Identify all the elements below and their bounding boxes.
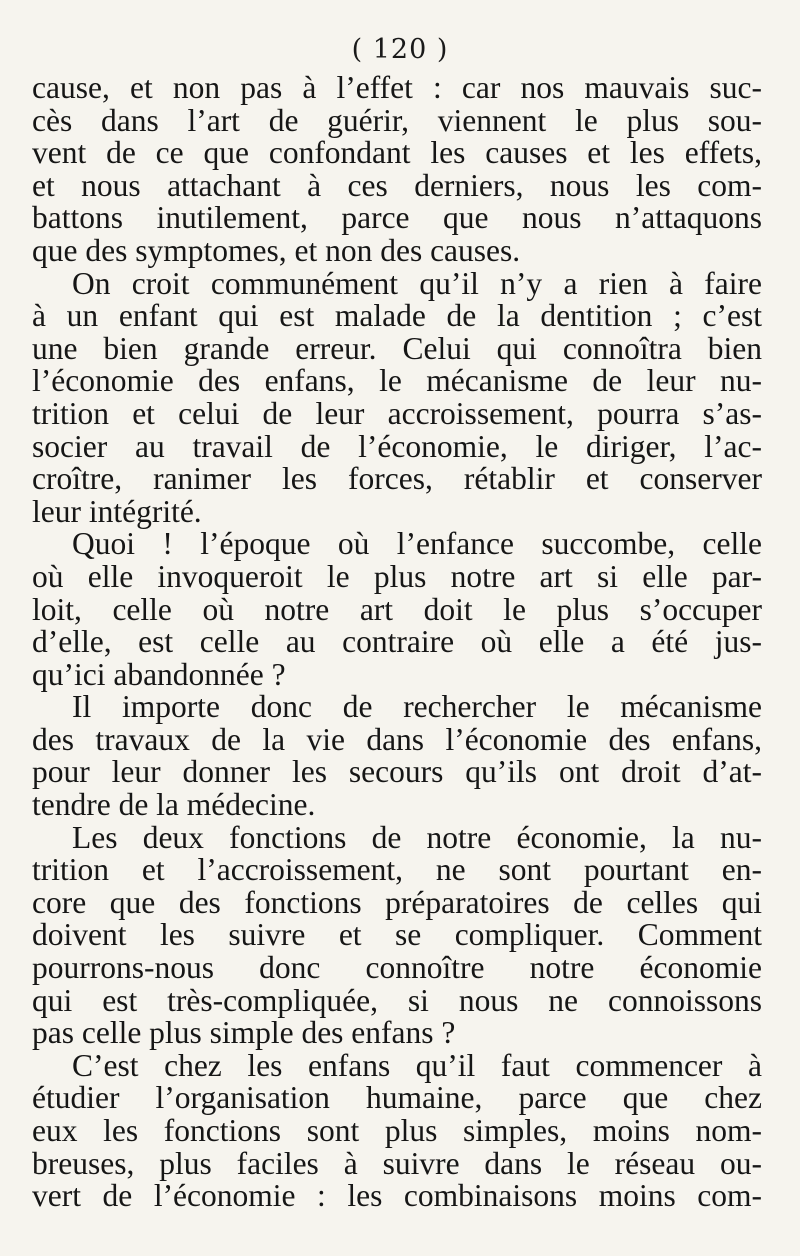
text-line: Quoi ! l’époque où l’enfance succombe, celle	[72, 526, 762, 562]
text-line: eux les fonctions sont plus simples, moins nom-	[32, 1113, 762, 1148]
text-line: à un enfant qui est malade de la dentition ; c’est	[32, 298, 762, 334]
text-line: On croit communément qu’il n’y a rien à faire	[72, 265, 762, 301]
body-text	[32, 72, 762, 1213]
text-line: battons inutilement, parce que nous n’attaquons	[32, 200, 762, 236]
text-line: étudier l’organisation humaine, parce que chez	[32, 1080, 762, 1116]
text-line: trition et l’accroissement, ne sont pourtant en-	[32, 852, 762, 888]
text-line: d’elle, est celle au contraire où elle a été jus-	[32, 624, 762, 660]
text-line: tendre de la médecine.	[32, 787, 316, 823]
text-line: où elle invoqueroit le plus notre art si elle par-	[32, 558, 762, 594]
text-line: pourrons-nous donc connoître notre économie	[32, 950, 762, 986]
text-line: breuses, plus faciles à suivre dans le réseau ou-	[32, 1145, 762, 1181]
text-line: l’économie des enfans, le mécanisme de leur nu-	[32, 363, 762, 399]
text-line: qu’ici abandonnée ?	[32, 656, 286, 692]
text-line: cause, et non pas à l’effet : car nos mauvais suc-	[32, 70, 762, 105]
text-line: cès dans l’art de guérir, viennent le plus sou-	[32, 102, 762, 138]
text-line: une bien grande erreur. Celui qui connoîtra bien	[32, 330, 762, 366]
text-line: Il importe donc de rechercher le mécanisme	[72, 689, 762, 725]
text-line: socier au travail de l’économie, le diriger, l’ac-	[32, 428, 762, 464]
text-line: loit, celle où notre art doit le plus s’occuper	[32, 591, 762, 627]
text-line: C’est chez les enfans qu’il faut commencer à	[72, 1047, 762, 1083]
text-line: pour leur donner les secours qu’ils ont droit d’at-	[32, 754, 762, 790]
text-line: vent de ce que confondant les causes et les effets,	[32, 135, 762, 171]
text-line: et nous attachant à ces derniers, nous les com-	[32, 167, 762, 203]
text-line: Les deux fonctions de notre économie, la nu-	[72, 819, 762, 855]
text-line: doivent les suivre et se compliquer. Comment	[32, 917, 762, 953]
text-line: croître, ranimer les forces, rétablir et conserver	[32, 461, 762, 497]
text-line: qui est très-compliquée, si nous ne connoissons	[32, 982, 762, 1018]
text-line: leur intégrité.	[32, 493, 202, 529]
text-line: que des symptomes, et non des causes.	[32, 232, 521, 268]
text-line: des travaux de la vie dans l’économie des enfans,	[32, 721, 762, 757]
text-line: trition et celui de leur accroissement, pourra s’as-	[32, 395, 762, 431]
page-number: ( 120 )	[351, 34, 449, 65]
text-line: core que des fonctions préparatoires de celles qui	[32, 884, 762, 920]
text-line: pas celle plus simple des enfans ?	[32, 1015, 456, 1051]
text-line: vert de l’économie : les combinaisons moins com-	[32, 1178, 762, 1214]
